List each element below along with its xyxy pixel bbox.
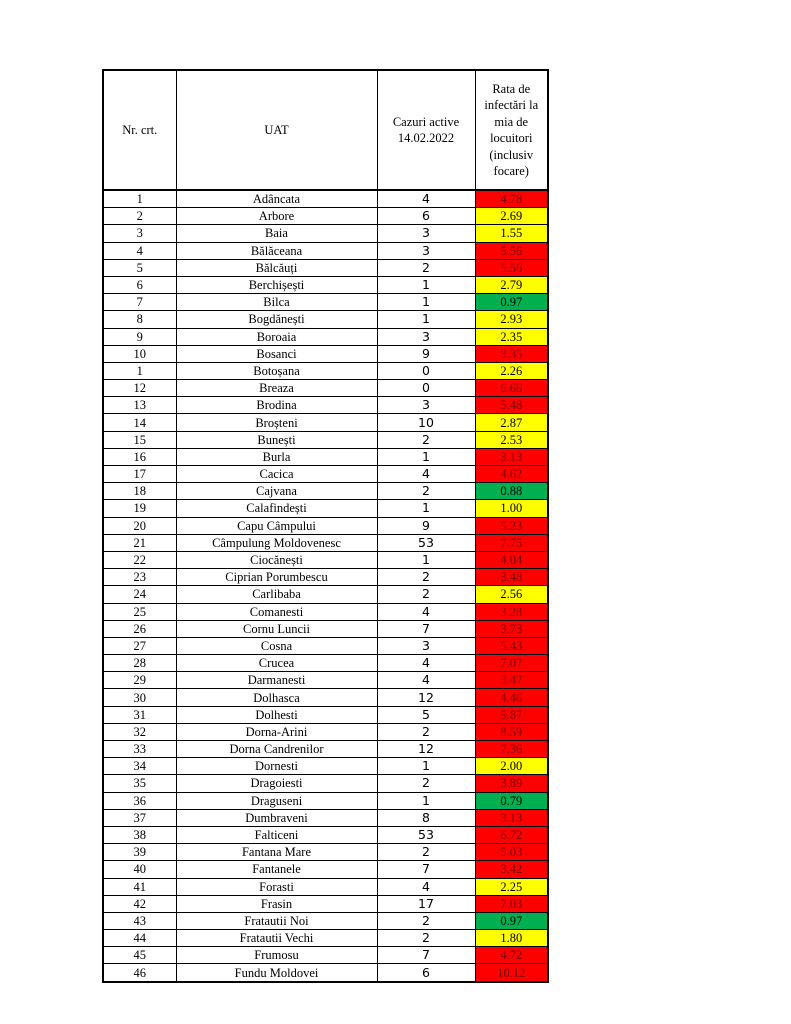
infection-rate: 4.62 xyxy=(475,466,548,483)
table-row xyxy=(103,844,548,861)
infection-rate: 8.59 xyxy=(475,723,548,740)
active-cases: 2 xyxy=(377,483,475,500)
uat-name: Dolhasca xyxy=(176,689,377,706)
table-header xyxy=(103,70,548,190)
active-cases: 0 xyxy=(377,362,475,379)
table-row xyxy=(103,809,548,826)
row-number: 10 xyxy=(103,345,176,362)
active-cases: 5 xyxy=(377,706,475,723)
infection-rate: 0.79 xyxy=(475,792,548,809)
active-cases: 1 xyxy=(377,276,475,293)
row-number: 8 xyxy=(103,311,176,328)
table-row xyxy=(103,190,548,208)
active-cases: 1 xyxy=(377,551,475,568)
uat-name: Câmpulung Moldovenesc xyxy=(176,534,377,551)
active-cases: 7 xyxy=(377,861,475,878)
table-row xyxy=(103,551,548,568)
active-cases: 6 xyxy=(377,964,475,982)
active-cases: 0 xyxy=(377,380,475,397)
active-cases: 17 xyxy=(377,895,475,912)
row-number: 22 xyxy=(103,551,176,568)
uat-name: Cajvana xyxy=(176,483,377,500)
infection-rate: 3.47 xyxy=(475,672,548,689)
uat-name: Dumbraveni xyxy=(176,809,377,826)
infection-rate: 5.48 xyxy=(475,397,548,414)
uat-name: Broșteni xyxy=(176,414,377,431)
uat-name: Cornu Luncii xyxy=(176,620,377,637)
row-number: 6 xyxy=(103,276,176,293)
infection-rate: 2.69 xyxy=(475,208,548,225)
active-cases: 1 xyxy=(377,758,475,775)
infection-rate: 2.79 xyxy=(475,276,548,293)
infection-rate: 2.56 xyxy=(475,586,548,603)
row-number: 26 xyxy=(103,620,176,637)
uat-name: Brodina xyxy=(176,397,377,414)
table-row xyxy=(103,741,548,758)
uat-name: Cosna xyxy=(176,637,377,654)
active-cases: 9 xyxy=(377,345,475,362)
active-cases: 2 xyxy=(377,723,475,740)
active-cases: 53 xyxy=(377,826,475,843)
table-row xyxy=(103,861,548,878)
active-cases: 1 xyxy=(377,500,475,517)
row-number: 44 xyxy=(103,930,176,947)
uat-name: Fratautii Noi xyxy=(176,912,377,929)
uat-name: Fratautii Vechi xyxy=(176,930,377,947)
infection-rate: 4.72 xyxy=(475,947,548,964)
uat-name: Berchișești xyxy=(176,276,377,293)
active-cases: 53 xyxy=(377,534,475,551)
infection-rate: 3.28 xyxy=(475,603,548,620)
table-row xyxy=(103,517,548,534)
infection-rate: 1.80 xyxy=(475,930,548,947)
active-cases: 2 xyxy=(377,844,475,861)
table-row xyxy=(103,208,548,225)
row-number: 45 xyxy=(103,947,176,964)
active-cases: 3 xyxy=(377,225,475,242)
row-number: 41 xyxy=(103,878,176,895)
row-number: 7 xyxy=(103,294,176,311)
table-row xyxy=(103,620,548,637)
row-number: 13 xyxy=(103,397,176,414)
row-number: 21 xyxy=(103,534,176,551)
uat-name: Burla xyxy=(176,448,377,465)
active-cases: 1 xyxy=(377,311,475,328)
active-cases: 2 xyxy=(377,912,475,929)
row-number: 38 xyxy=(103,826,176,843)
row-number: 43 xyxy=(103,912,176,929)
table-row xyxy=(103,912,548,929)
row-number: 20 xyxy=(103,517,176,534)
table-row xyxy=(103,706,548,723)
uat-name: Dorna-Arini xyxy=(176,723,377,740)
infection-rate: 4.04 xyxy=(475,551,548,568)
table-row xyxy=(103,775,548,792)
row-number: 42 xyxy=(103,895,176,912)
row-number: 31 xyxy=(103,706,176,723)
table-row xyxy=(103,448,548,465)
table-row xyxy=(103,362,548,379)
table-row xyxy=(103,466,548,483)
row-number: 29 xyxy=(103,672,176,689)
active-cases: 9 xyxy=(377,517,475,534)
table-row xyxy=(103,672,548,689)
row-number: 4 xyxy=(103,242,176,259)
table-row xyxy=(103,311,548,328)
table-row xyxy=(103,586,548,603)
row-number: 35 xyxy=(103,775,176,792)
infection-rate: 3.73 xyxy=(475,620,548,637)
row-number: 19 xyxy=(103,500,176,517)
row-number: 5 xyxy=(103,259,176,276)
uat-name: Cacica xyxy=(176,466,377,483)
uat-name: Bălăceana xyxy=(176,242,377,259)
infection-rate: 7.07 xyxy=(475,655,548,672)
active-cases: 2 xyxy=(377,775,475,792)
uat-name: Bălcăuți xyxy=(176,259,377,276)
active-cases: 2 xyxy=(377,259,475,276)
active-cases: 7 xyxy=(377,620,475,637)
infection-rate: 0.97 xyxy=(475,294,548,311)
table-row xyxy=(103,826,548,843)
row-number: 1 xyxy=(103,362,176,379)
table-body xyxy=(103,190,548,982)
infection-rate: 4.46 xyxy=(475,689,548,706)
active-cases: 4 xyxy=(377,655,475,672)
uat-name: Breaza xyxy=(176,380,377,397)
table-row xyxy=(103,637,548,654)
uat-name: Comanesti xyxy=(176,603,377,620)
uat-name: Crucea xyxy=(176,655,377,672)
table-row xyxy=(103,225,548,242)
infection-rate: 2.53 xyxy=(475,431,548,448)
uat-name: Ciocănești xyxy=(176,551,377,568)
active-cases: 4 xyxy=(377,672,475,689)
header-row xyxy=(103,70,548,190)
active-cases: 6 xyxy=(377,208,475,225)
infection-rate: 5.56 xyxy=(475,242,548,259)
infection-rate: 0.88 xyxy=(475,483,548,500)
active-cases: 4 xyxy=(377,466,475,483)
row-number: 1 xyxy=(103,190,176,208)
uat-name: Dorna Candrenilor xyxy=(176,741,377,758)
uat-name: Dolhesti xyxy=(176,706,377,723)
table-row xyxy=(103,758,548,775)
infection-rate: 1.00 xyxy=(475,500,548,517)
infection-rate: 5.43 xyxy=(475,637,548,654)
uat-name: Carlibaba xyxy=(176,586,377,603)
row-number: 15 xyxy=(103,431,176,448)
active-cases: 4 xyxy=(377,878,475,895)
infection-rate: 3.13 xyxy=(475,448,548,465)
uat-name: Falticeni xyxy=(176,826,377,843)
infection-rate: 2.93 xyxy=(475,311,548,328)
table-row xyxy=(103,397,548,414)
table-row xyxy=(103,655,548,672)
active-cases: 12 xyxy=(377,689,475,706)
infection-rate: 6.66 xyxy=(475,380,548,397)
uat-name: Draguseni xyxy=(176,792,377,809)
table-row xyxy=(103,431,548,448)
uat-name: Botoșana xyxy=(176,362,377,379)
row-number: 17 xyxy=(103,466,176,483)
table-row xyxy=(103,792,548,809)
header-rate: Rata de infectări la mia de locuitori (inclusiv focare) xyxy=(475,70,548,190)
infection-rate: 3.42 xyxy=(475,861,548,878)
row-number: 18 xyxy=(103,483,176,500)
infection-rate: 2.00 xyxy=(475,758,548,775)
uat-name: Bosanci xyxy=(176,345,377,362)
uat-name: Baia xyxy=(176,225,377,242)
row-number: 3 xyxy=(103,225,176,242)
table-row xyxy=(103,294,548,311)
table-row xyxy=(103,242,548,259)
active-cases: 8 xyxy=(377,809,475,826)
infection-rate: 5.56 xyxy=(475,259,548,276)
infection-rate: 3.13 xyxy=(475,809,548,826)
uat-name: Bogdănești xyxy=(176,311,377,328)
table-row xyxy=(103,500,548,517)
uat-name: Fantana Mare xyxy=(176,844,377,861)
table-row xyxy=(103,569,548,586)
infection-rate: 2.35 xyxy=(475,328,548,345)
uat-name: Ciprian Porumbescu xyxy=(176,569,377,586)
table-row xyxy=(103,534,548,551)
uat-name: Darmanesti xyxy=(176,672,377,689)
infection-rate: 6.72 xyxy=(475,826,548,843)
table-row xyxy=(103,483,548,500)
active-cases: 2 xyxy=(377,930,475,947)
row-number: 46 xyxy=(103,964,176,982)
uat-name: Forasti xyxy=(176,878,377,895)
header-uat: UAT xyxy=(176,70,377,190)
active-cases: 2 xyxy=(377,586,475,603)
infection-rate: 7.36 xyxy=(475,741,548,758)
infection-rate: 4.78 xyxy=(475,190,548,208)
active-cases: 7 xyxy=(377,947,475,964)
active-cases: 2 xyxy=(377,569,475,586)
uat-name: Dornesti xyxy=(176,758,377,775)
infection-rate: 2.87 xyxy=(475,414,548,431)
row-number: 12 xyxy=(103,380,176,397)
uat-name: Bunești xyxy=(176,431,377,448)
row-number: 25 xyxy=(103,603,176,620)
table-row xyxy=(103,603,548,620)
uat-name: Frasin xyxy=(176,895,377,912)
uat-name: Frumosu xyxy=(176,947,377,964)
uat-name: Boroaia xyxy=(176,328,377,345)
row-number: 30 xyxy=(103,689,176,706)
row-number: 27 xyxy=(103,637,176,654)
table-row xyxy=(103,328,548,345)
uat-name: Arbore xyxy=(176,208,377,225)
infection-rate: 2.26 xyxy=(475,362,548,379)
table-row xyxy=(103,930,548,947)
active-cases: 1 xyxy=(377,792,475,809)
active-cases: 4 xyxy=(377,603,475,620)
infection-rate: 5.23 xyxy=(475,517,548,534)
row-number: 33 xyxy=(103,741,176,758)
infection-rate: 5.03 xyxy=(475,844,548,861)
table-row xyxy=(103,964,548,982)
uat-name: Adâncata xyxy=(176,190,377,208)
table-row xyxy=(103,878,548,895)
infection-rate: 2.25 xyxy=(475,878,548,895)
active-cases: 12 xyxy=(377,741,475,758)
table-row xyxy=(103,723,548,740)
row-number: 32 xyxy=(103,723,176,740)
active-cases: 3 xyxy=(377,242,475,259)
infection-rate: 3.89 xyxy=(475,775,548,792)
infection-rate: 3.48 xyxy=(475,569,548,586)
infection-rate: 10.12 xyxy=(475,964,548,982)
infection-rate: 5.87 xyxy=(475,706,548,723)
infection-rate: 3.35 xyxy=(475,345,548,362)
table-row xyxy=(103,259,548,276)
infection-rate: 1.55 xyxy=(475,225,548,242)
active-cases: 3 xyxy=(377,397,475,414)
row-number: 14 xyxy=(103,414,176,431)
infection-rate-table xyxy=(102,69,549,983)
row-number: 16 xyxy=(103,448,176,465)
active-cases: 4 xyxy=(377,190,475,208)
row-number: 37 xyxy=(103,809,176,826)
table-row xyxy=(103,380,548,397)
uat-name: Fundu Moldovei xyxy=(176,964,377,982)
row-number: 28 xyxy=(103,655,176,672)
active-cases: 1 xyxy=(377,448,475,465)
row-number: 2 xyxy=(103,208,176,225)
row-number: 9 xyxy=(103,328,176,345)
table-row xyxy=(103,276,548,293)
table-row xyxy=(103,947,548,964)
uat-name: Calafindești xyxy=(176,500,377,517)
table-row xyxy=(103,689,548,706)
table-row xyxy=(103,414,548,431)
table-row xyxy=(103,895,548,912)
infection-rate: 7.75 xyxy=(475,534,548,551)
row-number: 34 xyxy=(103,758,176,775)
header-nr: Nr. crt. xyxy=(103,70,176,190)
header-cases: Cazuri active 14.02.2022 xyxy=(377,70,475,190)
uat-name: Capu Câmpului xyxy=(176,517,377,534)
row-number: 36 xyxy=(103,792,176,809)
row-number: 24 xyxy=(103,586,176,603)
active-cases: 10 xyxy=(377,414,475,431)
infection-rate: 7.03 xyxy=(475,895,548,912)
active-cases: 2 xyxy=(377,431,475,448)
table-row xyxy=(103,345,548,362)
uat-name: Bilca xyxy=(176,294,377,311)
active-cases: 3 xyxy=(377,328,475,345)
uat-name: Fantanele xyxy=(176,861,377,878)
active-cases: 1 xyxy=(377,294,475,311)
row-number: 23 xyxy=(103,569,176,586)
row-number: 39 xyxy=(103,844,176,861)
uat-name: Dragoiesti xyxy=(176,775,377,792)
infection-rate: 0.97 xyxy=(475,912,548,929)
active-cases: 3 xyxy=(377,637,475,654)
row-number: 40 xyxy=(103,861,176,878)
